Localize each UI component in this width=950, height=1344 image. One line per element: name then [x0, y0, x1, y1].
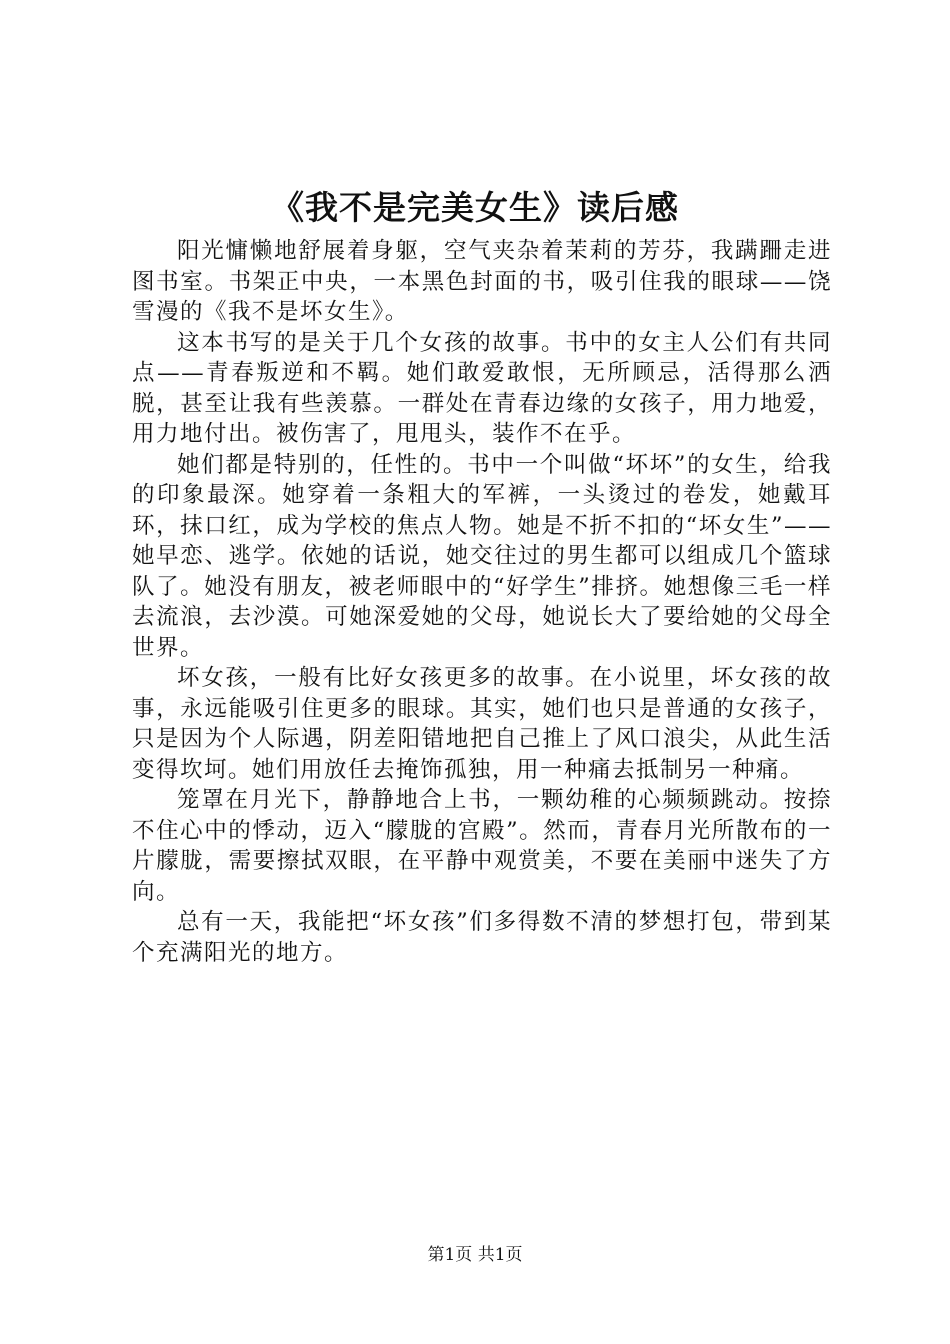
paragraph-6: 总有一天，我能把“坏女孩”们多得数不清的梦想打包，带到某个充满阳光的地方。: [132, 909, 832, 966]
paragraph-5: 笼罩在月光下，静静地合上书，一颗幼稚的心频频跳动。按捺不住心中的悸动，迈入“朦胧的宫殿”。然而，青春月光所散布的一片朦胧，需要擦拭双眼，在平静中观赏美，不要在美丽中迷失了方向。: [132, 787, 832, 905]
page-number-footer: 第1页 共1页: [427, 1245, 523, 1265]
paragraph-2: 这本书写的是关于几个女孩的故事。书中的女主人公们有共同点——青春叛逆和不羁。她们敢爱敢恨，无所顾忌，活得那么洒脱，甚至让我有些羡慕。一群处在青春边缘的女孩子，用力地爱，用力地付出。被伤害了，甩甩头，装作不在乎。: [132, 329, 832, 447]
document-body: [132, 236, 832, 968]
document-title: 《我不是完美女生》读后感: [271, 188, 679, 227]
paragraph-4: 坏女孩，一般有比好女孩更多的故事。在小说里，坏女孩的故事，永远能吸引住更多的眼球。其实，她们也只是普通的女孩子，只是因为个人际遇，阴差阳错地把自己推上了风口浪尖，从此生活变得坎坷。她们用放任去掩饰孤独，用一种痛去抵制另一种痛。: [132, 665, 832, 783]
paragraph-3: 她们都是特别的，任性的。书中一个叫做“坏坏”的女生，给我的印象最深。她穿着一条粗大的军裤，一头烫过的卷发，她戴耳环，抹口红，成为学校的焦点人物。她是不折不扣的“坏女生”——她早恋、逃学。依她的话说，她交往过的男生都可以组成几个篮球队了。她没有朋友，被老师眼中的“好学生”排挤。她想像三毛一样去流浪，去沙漠。可她深爱她的父母，她说长大了要给她的父母全世界。: [132, 451, 832, 661]
paragraph-1: 阳光慵懒地舒展着身躯，空气夹杂着茉莉的芳芬，我蹒跚走进图书室。书架正中央，一本黑色封面的书，吸引住我的眼球——饶雪漫的《我不是坏女生》。: [132, 238, 832, 325]
